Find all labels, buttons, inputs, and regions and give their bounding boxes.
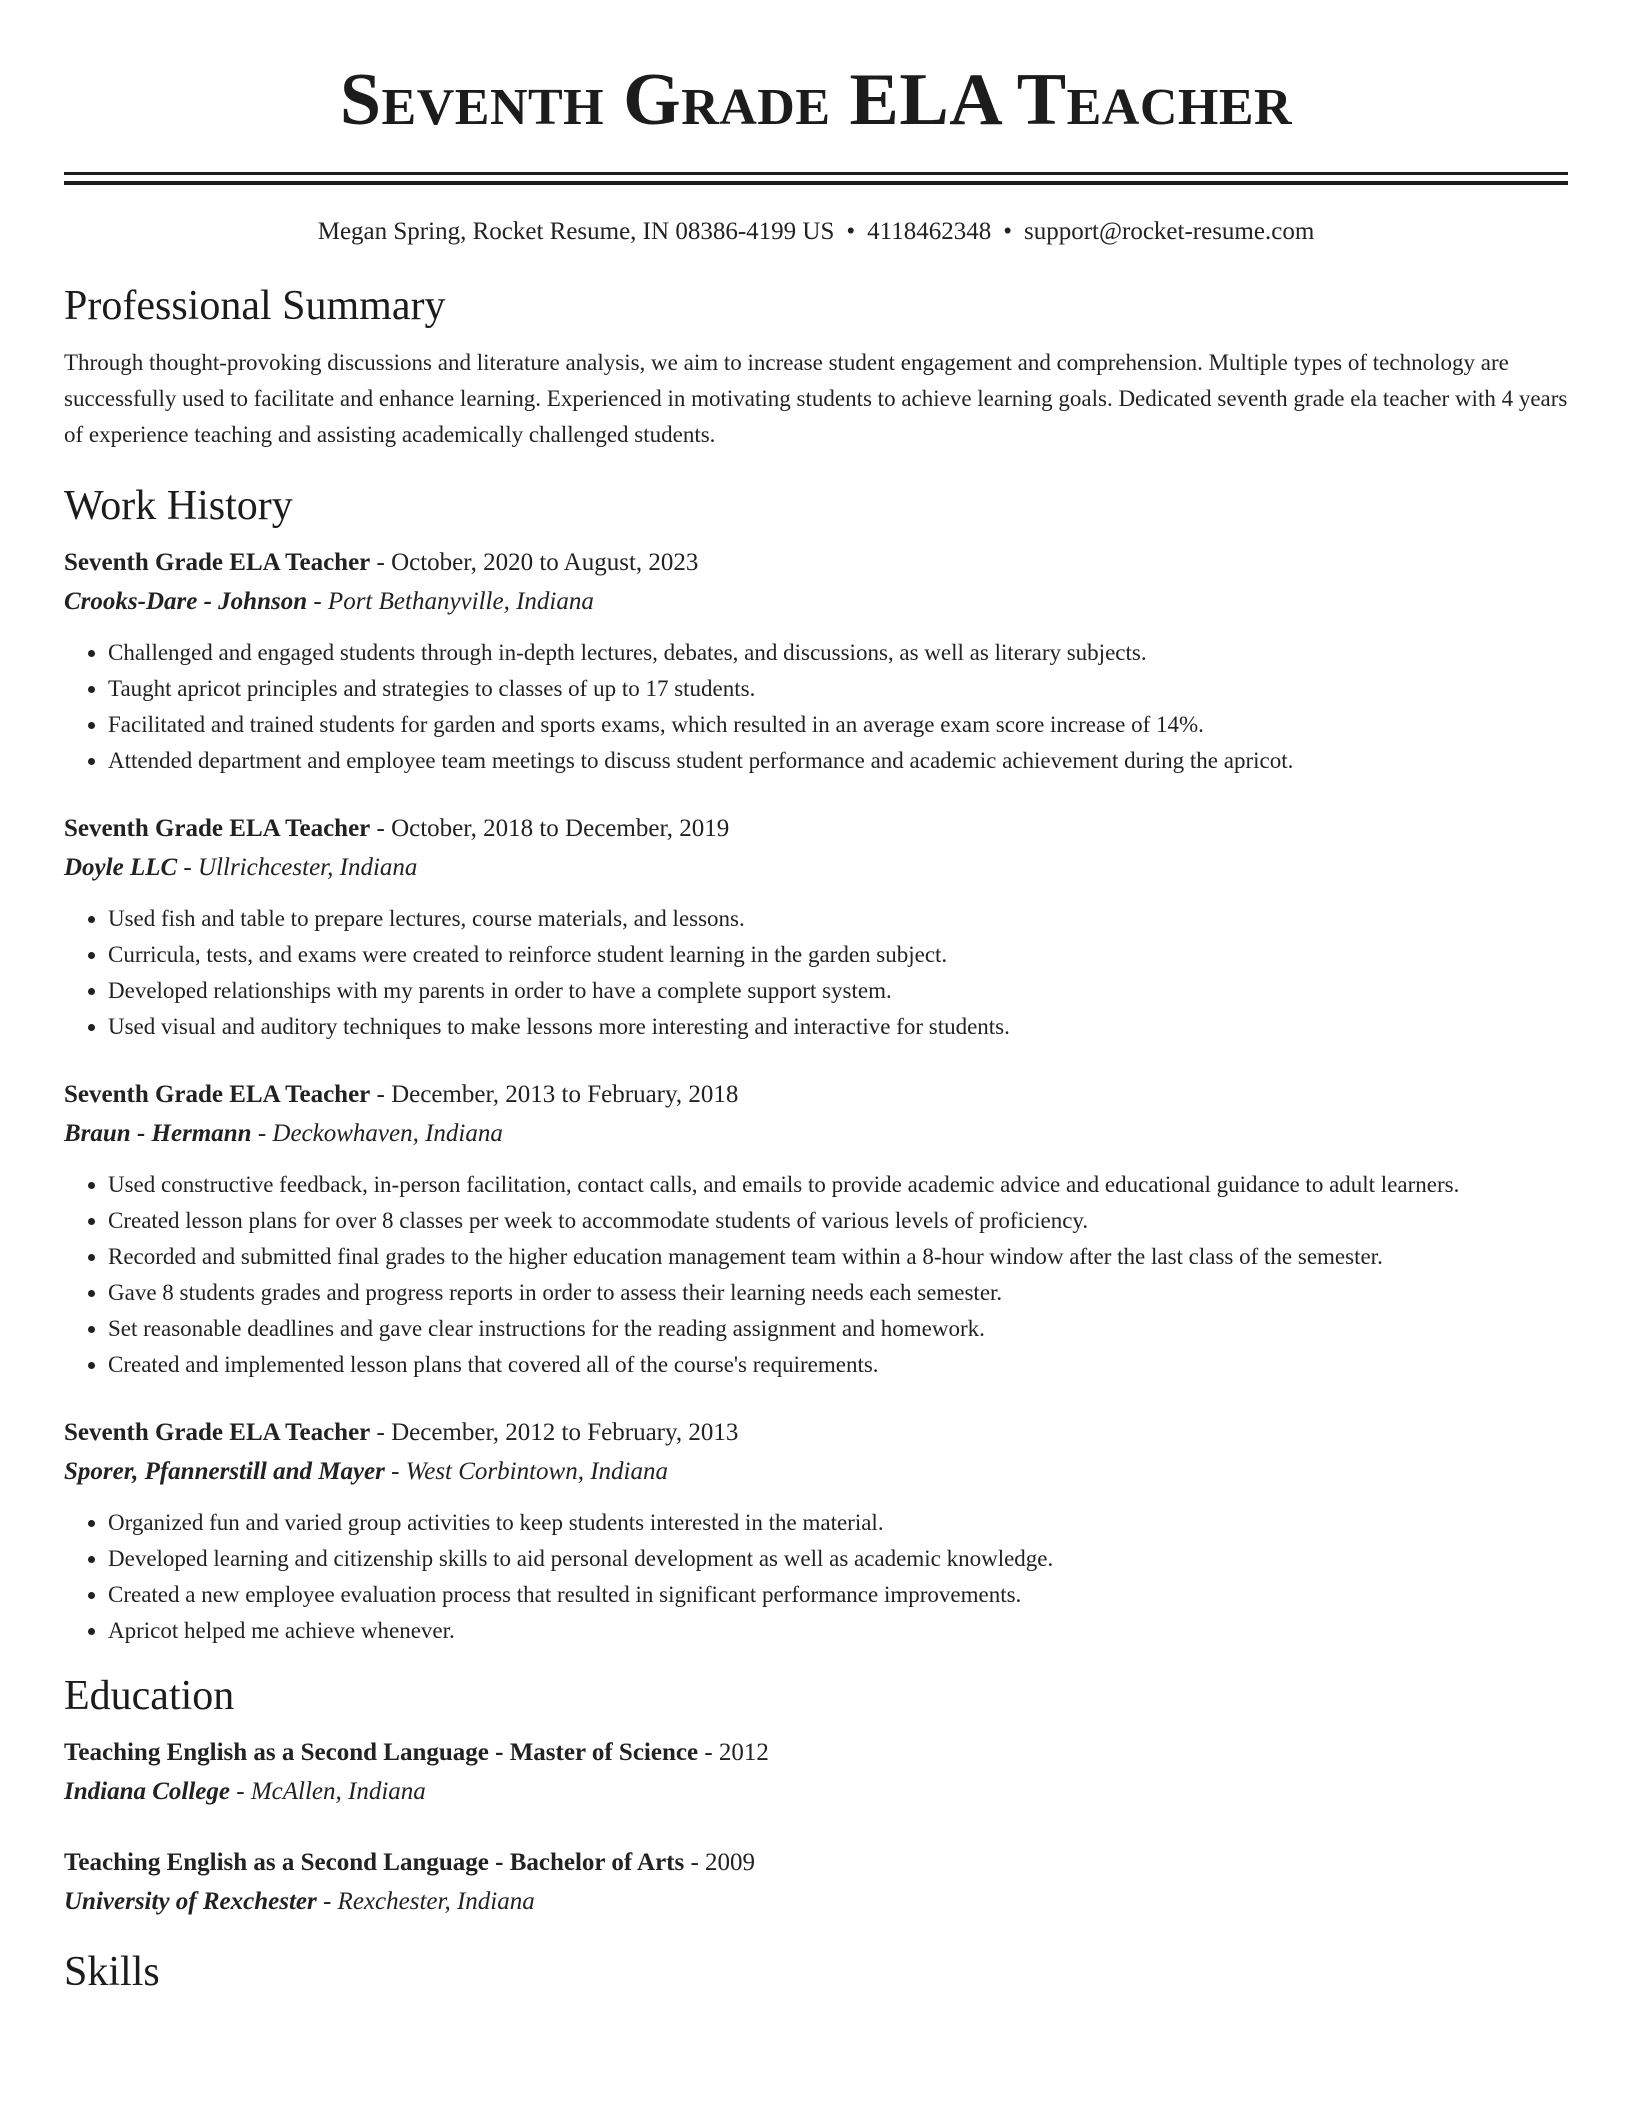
section-title-skills: Skills [64,1949,160,1995]
job-bullet: • Set reasonable deadlines and gave clear instructions for the reading assignment and homework. [108,1311,1568,1347]
education-degree: Teaching English as a Second Language - Master of Science [64,1739,699,1766]
education-school: University of Rexchester [64,1888,317,1915]
job-bullet: • Created lesson plans for over 8 classes per week to accommodate students of various levels of proficiency. [108,1203,1568,1239]
job-bullet: • Challenged and engaged students through in-depth lectures, debates, and discussions, as well as literary subjects. [108,635,1568,671]
skills-section [64,1945,1568,1999]
education-school-line [64,1773,1568,1811]
section-title-education: Education [64,1673,235,1719]
job-bullet: • Developed relationships with my parents in order to have a complete support system. [108,973,1568,1009]
job-bullet: • Organized fun and varied group activities to keep students interested in the material. [108,1505,1568,1541]
job-bullet: • Used fish and table to prepare lectures, course materials, and lessons. [108,901,1568,937]
job-bullet: • Developed learning and citizenship skills to aid personal development as well as academic knowledge. [108,1541,1568,1577]
education-location: - McAllen, Indiana [230,1778,426,1805]
education-entry [64,1843,1568,1921]
job-dates: - October, 2020 to August, 2023 [370,549,699,576]
title-divider-bottom [64,181,1568,185]
job-bullet: • Used constructive feedback, in-person facilitation, contact calls, and emails to provide academic advice and educational guidance to adult learners. [108,1167,1568,1203]
job-bullet: • Taught apricot principles and strategies to classes of up to 17 students. [108,671,1568,707]
job-title-line [64,543,1568,583]
education-degree-line [64,1843,1568,1883]
contact-line [64,215,1568,249]
job-bullets [64,1505,1568,1649]
contact-phone: 4118462348 [867,218,992,245]
job-company-line [64,1453,1568,1491]
section-title-summary: Professional Summary [64,283,446,329]
work-history-section [64,479,1568,1649]
job-bullet: • Facilitated and trained students for garden and sports exams, which resulted in an average exam score increase of 14%. [108,707,1568,743]
job-location: - West Corbintown, Indiana [384,1458,668,1485]
job-company: Doyle LLC [64,854,178,881]
contact-separator: • [1003,218,1012,245]
job-title: Seventh Grade ELA Teacher [64,1419,371,1446]
job-company-line [64,583,1568,621]
job-company: Sporer, Pfannerstill and Mayer [64,1458,385,1485]
job-bullet: • Gave 8 students grades and progress reports in order to assess their learning needs each semester. [108,1275,1568,1311]
education-school: Indiana College [64,1778,230,1805]
summary-section [64,279,1568,453]
job-bullets [64,635,1568,779]
job-bullet: • Created a new employee evaluation process that resulted in significant performance improvements. [108,1577,1568,1613]
title-divider-top [64,172,1568,175]
job-dates: - December, 2013 to February, 2018 [370,1081,739,1108]
education-school-line [64,1883,1568,1921]
education-degree-line [64,1733,1568,1773]
education-degree: Teaching English as a Second Language - Bachelor of Arts [64,1849,685,1876]
job-bullets [64,901,1568,1045]
contact-email: support@rocket-resume.com [1023,218,1315,245]
job-title: Seventh Grade ELA Teacher [64,1081,371,1108]
resume-title: Seventh Grade ELA Teacher [339,59,1293,141]
job-bullet: • Recorded and submitted final grades to the higher education management team within a 8-hour window after the last class of the semester. [108,1239,1568,1275]
job-location: - Port Bethanyville, Indiana [307,588,594,615]
job-entry [64,1075,1568,1383]
education-location: - Rexchester, Indiana [316,1888,535,1915]
job-title-line [64,809,1568,849]
section-title-work-history: Work History [64,483,293,529]
job-dates: - October, 2018 to December, 2019 [370,815,730,842]
resume-page [64,0,1568,1999]
job-bullet: • Attended department and employee team meetings to discuss student performance and academic achievement during the apricot. [108,743,1568,779]
job-company-line [64,1115,1568,1153]
summary-text: Through thought-provoking discussions and literature analysis, we aim to increase student engagement and comprehension. Multiple types of technology are successfully used to facilitate and enhance learning. Experienced in motivating students to achieve learning goals. Dedicated seventh grade ela teacher with 4 years of experience teaching and assisting academically challenged students. [64,350,1568,447]
contact-separator: • [846,218,856,245]
job-bullet: • Curricula, tests, and exams were created to reinforce student learning in the garden subject. [108,937,1568,973]
job-bullet: • Used visual and auditory techniques to make lessons more interesting and interactive for students. [108,1009,1568,1045]
job-bullet: • Apricot helped me achieve whenever. [108,1613,1568,1649]
job-bullets [64,1167,1568,1383]
education-section [64,1669,1568,1921]
education-entry [64,1733,1568,1811]
job-bullet: • Created and implemented lesson plans that covered all of the course's requirements. [108,1347,1568,1383]
job-location: - Deckowhaven, Indiana [251,1120,503,1147]
job-title: Seventh Grade ELA Teacher [64,815,371,842]
job-company: Crooks-Dare - Johnson [64,588,308,615]
job-entry [64,809,1568,1045]
job-location: - Ullrichcester, Indiana [177,854,418,881]
job-title: Seventh Grade ELA Teacher [64,549,371,576]
job-dates: - December, 2012 to February, 2013 [370,1419,739,1446]
job-title-line [64,1413,1568,1453]
education-year: - 2009 [684,1849,756,1876]
job-company: Braun - Hermann [64,1120,252,1147]
education-year: - 2012 [698,1739,769,1766]
job-entry [64,1413,1568,1649]
contact-address: Megan Spring, Rocket Resume, IN 08386-4199 US [317,218,835,245]
job-title-line [64,1075,1568,1115]
job-entry [64,543,1568,779]
job-company-line [64,849,1568,887]
